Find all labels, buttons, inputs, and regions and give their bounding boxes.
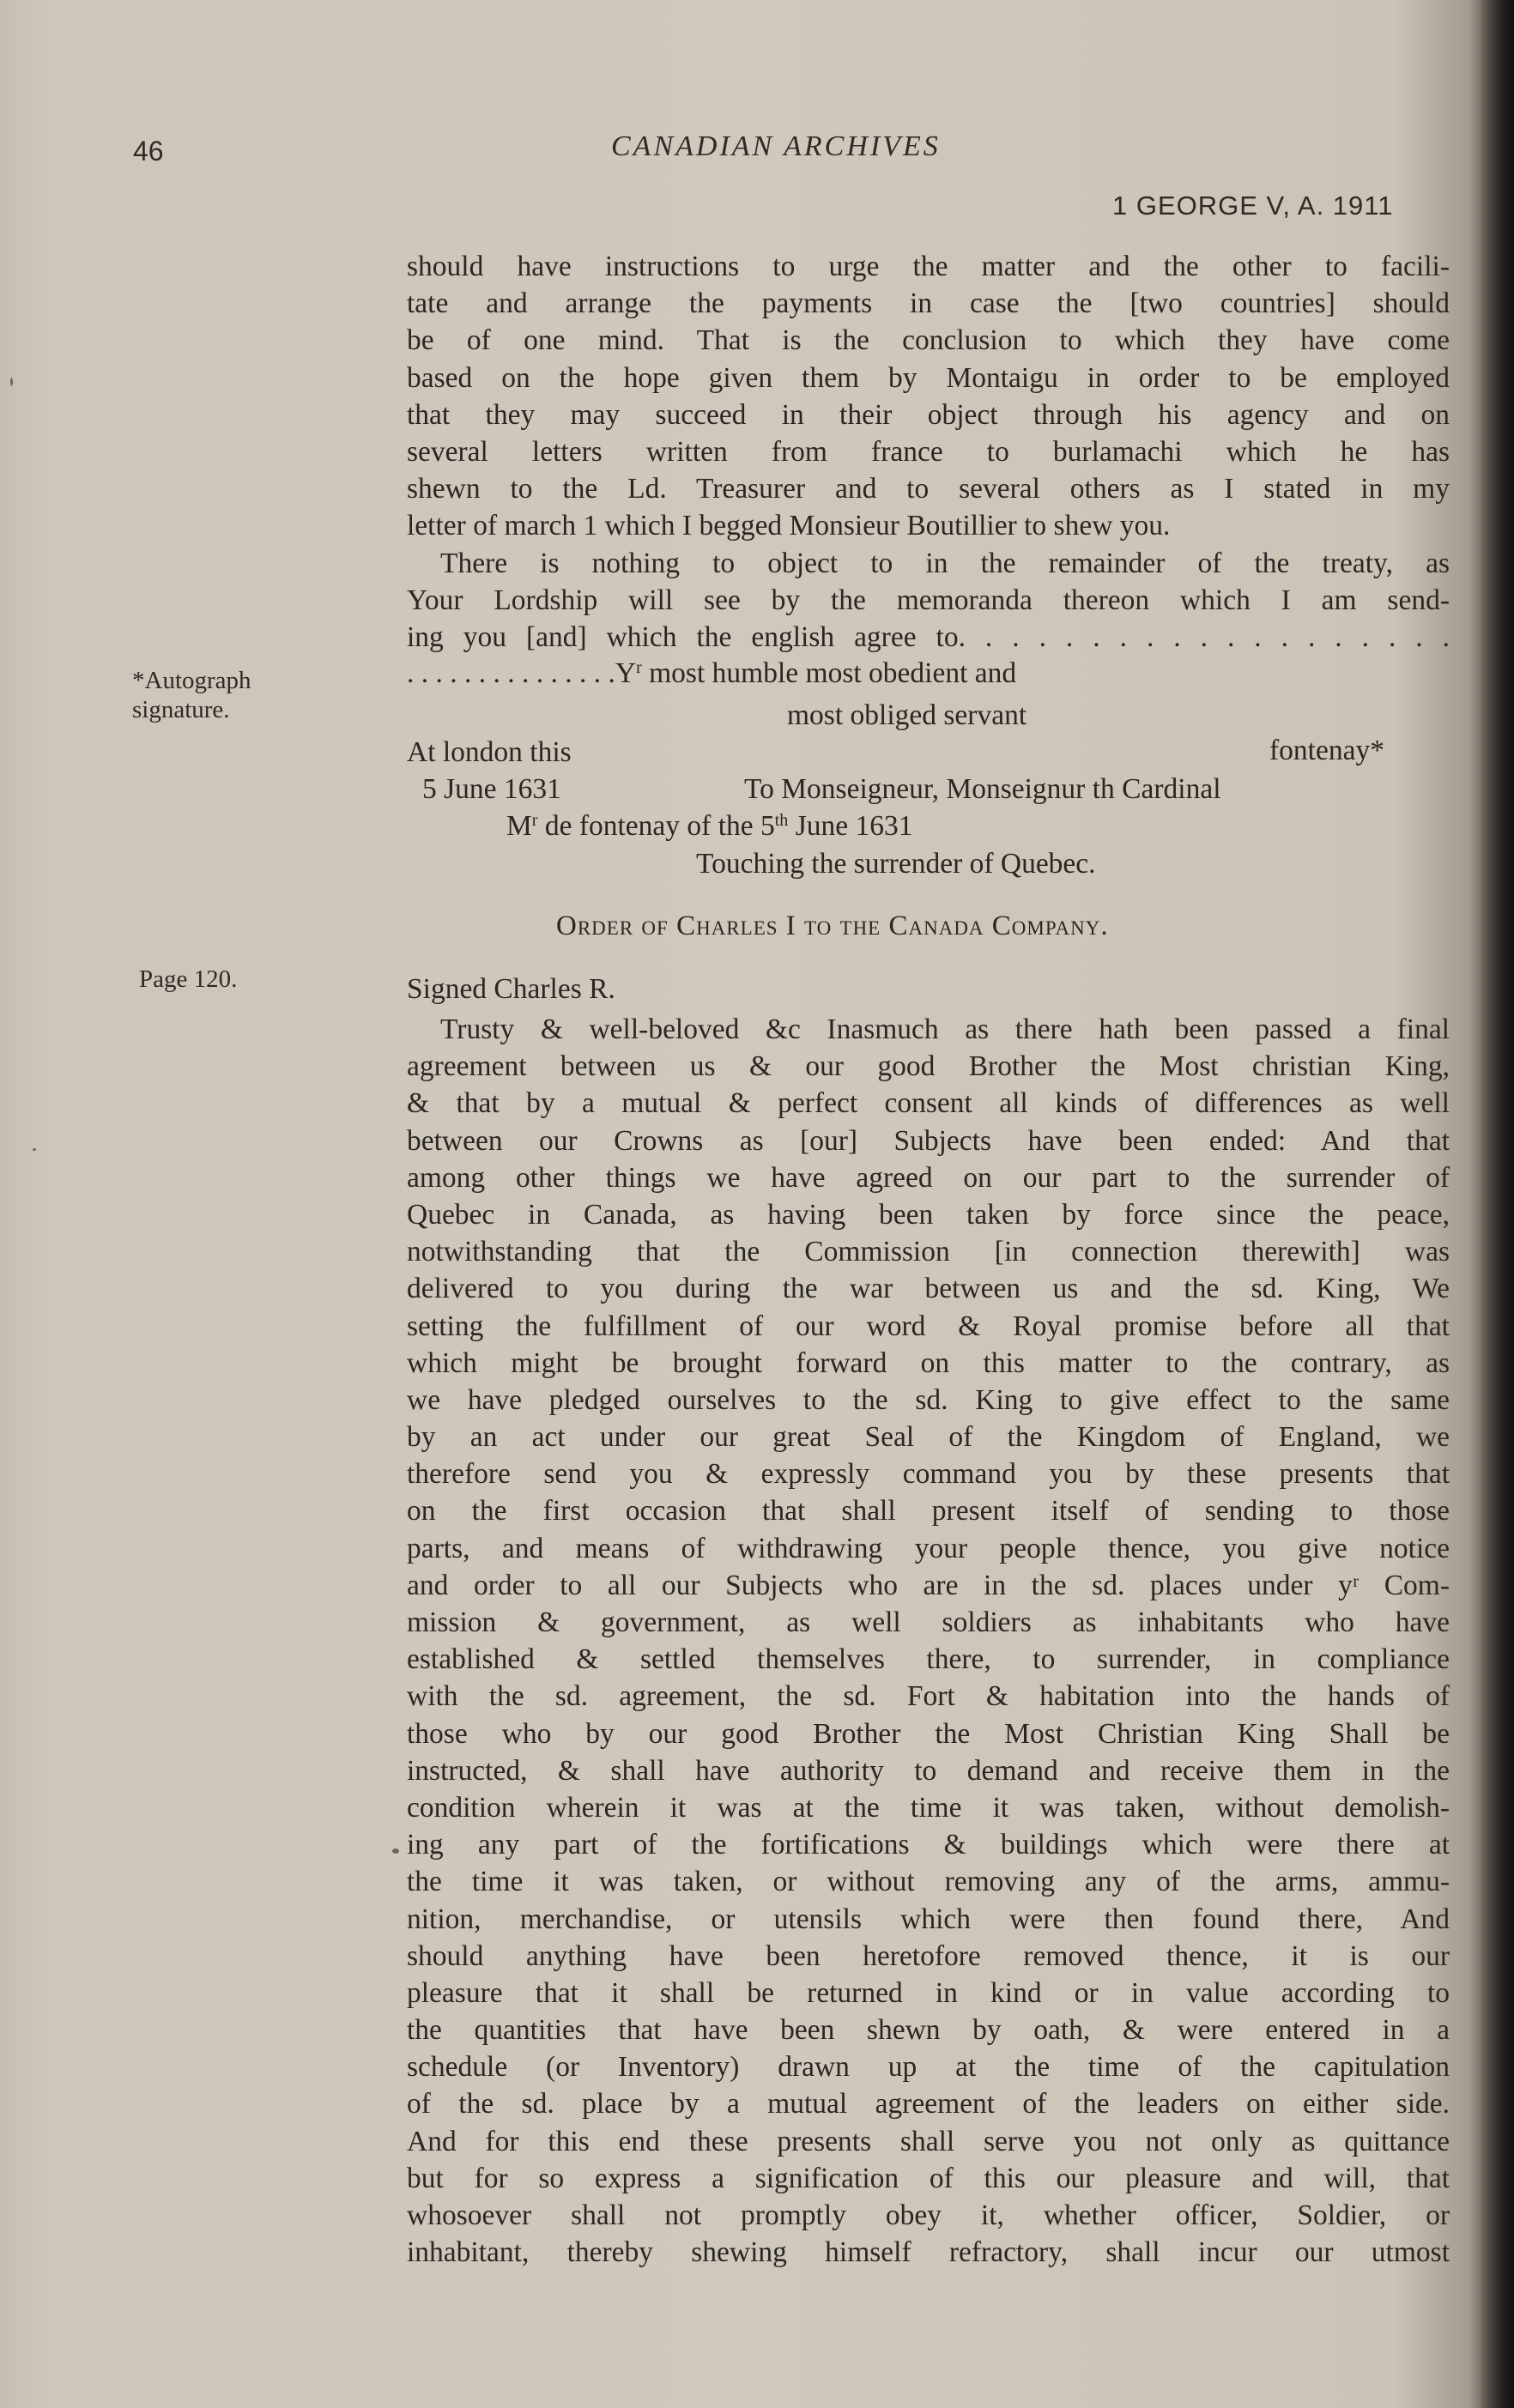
- order-line: pleasure that it shall be returned in kind or in value according to: [407, 1976, 1450, 2009]
- page-number: 46: [133, 136, 164, 166]
- order-line: but for so express a signification of this our pleasure and will, that: [407, 2162, 1450, 2194]
- order-body: [407, 1011, 1450, 2271]
- page-speck: [392, 1848, 399, 1854]
- margin-note-autograph: [132, 666, 251, 724]
- letter-line: ing you [and] which the english agree to. . . . . . . . . . . . . . . . . . .: [407, 620, 1450, 653]
- letter-date: 5 June 1631: [422, 773, 561, 805]
- letter-line: that they may succeed in their object through his agency and on: [407, 398, 1450, 431]
- letter-line: shewn to the Ld. Treasurer and to several others as I stated in my: [407, 473, 1450, 505]
- letter-place: At london this: [407, 736, 572, 768]
- endorsement-th: th: [774, 811, 789, 830]
- letter-line: There is nothing to object to in the remainder of the treaty, as: [440, 547, 1450, 579]
- endorsement-end: June 1631: [795, 810, 913, 842]
- order-line: between our Crowns as [our] Subjects have been ended: And that: [407, 1124, 1450, 1157]
- letter-line: letter of march 1 which I begged Monsieur Boutillier to shew you.: [407, 510, 1171, 542]
- order-line: delivered to you during the war between us and the sd. King, We: [407, 1273, 1450, 1305]
- order-line: Trusty & well-beloved &c Inasmuch as there hath been passed a final: [440, 1013, 1450, 1045]
- order-line: Quebec in Canada, as having been taken by force since the peace,: [407, 1198, 1450, 1231]
- running-title: CANADIAN ARCHIVES: [611, 130, 941, 162]
- order-line: therefore send you & expressly command you by these presents that: [407, 1458, 1450, 1491]
- order-line: the quantities that have been shewn by oath, & were entered in a: [407, 2014, 1450, 2047]
- endorsement-mid: de fontenay of the 5: [544, 810, 775, 842]
- margin-note-autograph-line2: signature.: [132, 696, 230, 723]
- margin-note-page-ref: Page 120.: [139, 965, 238, 993]
- closing-dots: . . . . . . . . . . . . . . .: [407, 657, 615, 689]
- endorsement-sup: r: [531, 811, 538, 830]
- order-line: we have pledged ourselves to the sd. King to give effect to the same: [407, 1383, 1450, 1416]
- letter-subject: Touching the surrender of Quebec.: [696, 848, 1096, 880]
- order-line: and order to all our Subjects who are in the sd. places under yʳ Com-: [407, 1569, 1450, 1601]
- order-line: instructed, & shall have authority to demand and receive them in the: [407, 1754, 1450, 1787]
- order-line: mission & government, as well soldiers as inhabitants who have: [407, 1606, 1450, 1638]
- order-line: on the first occasion that shall present itself of sending to those: [407, 1495, 1450, 1528]
- order-line: with the sd. agreement, the sd. Fort & habitation into the hands of: [407, 1680, 1450, 1713]
- closing-servant: most obliged servant: [787, 699, 1027, 731]
- order-line: schedule (or Inventory) drawn up at the time of the capitulation: [407, 2051, 1450, 2084]
- letter-signature: fontenay*: [1269, 735, 1384, 766]
- margin-note-autograph-line1: *Autograph: [132, 667, 251, 694]
- closing-yr-sup: r: [636, 658, 642, 677]
- order-line: those who by our good Brother the Most Christian King Shall be: [407, 1717, 1450, 1750]
- closing-text: most humble most obedient and: [649, 657, 1017, 689]
- letter-line: should have instructions to urge the matter and the other to facili-: [407, 251, 1450, 282]
- order-line: And for this end these presents shall serve you not only as quittance: [407, 2125, 1450, 2157]
- letter-line: tate and arrange the payments in case the [two countries] should: [407, 287, 1450, 320]
- letter-line: several letters written from france to burlamachi which he has: [407, 435, 1450, 468]
- order-line: nition, merchandise, or utensils which were then found there, And: [407, 1903, 1450, 1935]
- order-line: the time it was taken, or without removing any of the arms, ammu-: [407, 1866, 1450, 1898]
- letter-line: Your Lordship will see by the memoranda thereon which I am send-: [407, 584, 1450, 616]
- order-line: parts, and means of withdrawing your people thence, you give notice: [407, 1532, 1450, 1564]
- page-speck: [10, 378, 13, 386]
- order-line: by an act under our great Seal of the Kingdom of England, we: [407, 1421, 1450, 1454]
- letter-line: based on the hope given them by Montaigu in order to be employed: [407, 361, 1450, 394]
- page-speck: [33, 1148, 36, 1151]
- letter-endorsement: [506, 808, 912, 844]
- order-line: setting the fulfillment of our word & Royal promise before all that: [407, 1310, 1450, 1342]
- letter-body: [407, 248, 1450, 656]
- order-line: ing any part of the fortifications & buildings which were there at: [407, 1829, 1450, 1861]
- order-heading: Order of Charles I to the Canada Company.: [556, 911, 1109, 941]
- letter-line: be of one mind. That is the conclusion to which they have come: [407, 324, 1450, 357]
- letter-closing-line: [407, 655, 1016, 692]
- order-line: of the sd. place by a mutual agreement of the leaders on either side.: [407, 2088, 1450, 2121]
- order-line: agreement between us & our good Brother the Most christian King,: [407, 1050, 1450, 1083]
- book-gutter-shadow: [1480, 0, 1514, 2408]
- order-line: among other things we have agreed on our part to the surrender of: [407, 1161, 1450, 1194]
- letter-addressee: To Monseigneur, Monseignur th Cardinal: [744, 773, 1221, 805]
- order-line: & that by a mutual & perfect consent all kinds of differences as well: [407, 1087, 1450, 1120]
- order-line: which might be brought forward on this matter to the contrary, as: [407, 1346, 1450, 1379]
- order-signed: Signed Charles R.: [407, 973, 615, 1005]
- order-line: condition wherein it was at the time it was taken, without demolish-: [407, 1791, 1450, 1824]
- endorsement-m: M: [506, 810, 532, 842]
- order-line: should anything have been heretofore removed thence, it is our: [407, 1939, 1450, 1972]
- order-line: inhabitant, thereby shewing himself refractory, shall incur our utmost: [407, 2236, 1450, 2269]
- order-line: whosoever shall not promptly obey it, whether officer, Soldier, or: [407, 2199, 1450, 2231]
- session-label: 1 GEORGE V, A. 1911: [1112, 191, 1394, 221]
- order-line: established & settled themselves there, to surrender, in compliance: [407, 1643, 1450, 1676]
- order-line: notwithstanding that the Commission [in connection therewith] was: [407, 1236, 1450, 1268]
- closing-yr: Y: [615, 657, 637, 689]
